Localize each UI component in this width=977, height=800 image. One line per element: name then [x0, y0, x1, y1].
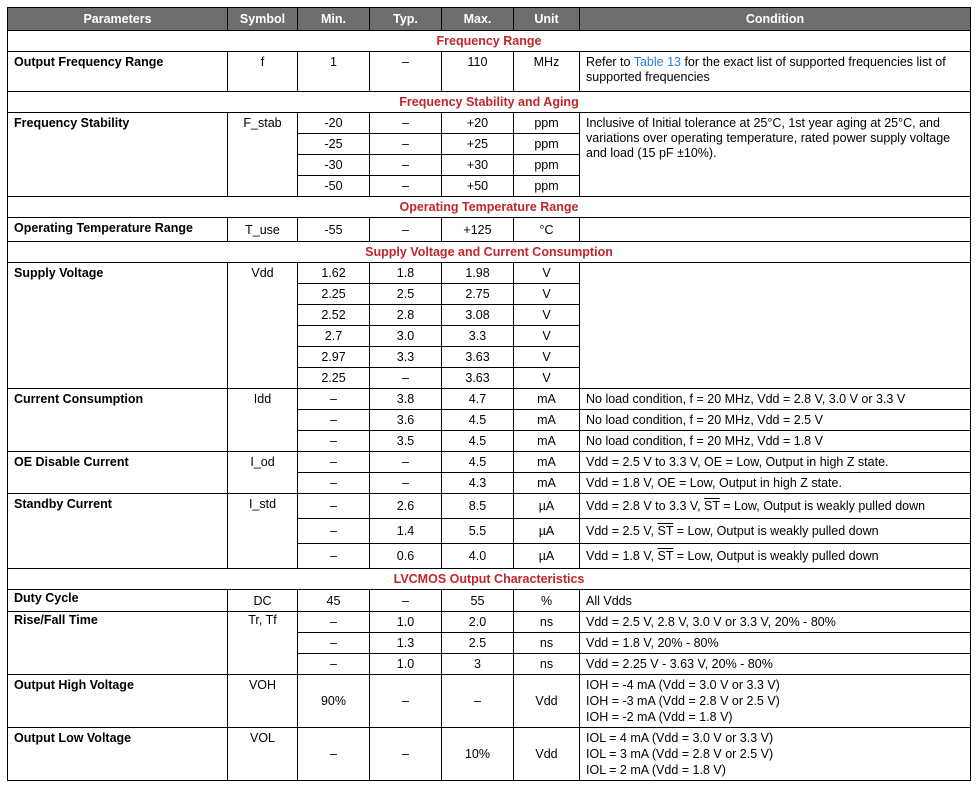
section-row [8, 569, 971, 590]
table-row [8, 218, 971, 242]
typ-cell: – [370, 176, 442, 197]
unit-cell: ppm [514, 155, 580, 176]
condition-text: Vdd = 2.8 V to 3.3 V, [586, 499, 705, 513]
table-row [8, 452, 971, 473]
condition-cell: Vdd = 2.25 V - 3.63 V, 20% - 80% [580, 654, 971, 675]
unit-cell: % [514, 590, 580, 612]
table-row [8, 728, 971, 781]
typ-cell: 1.0 [370, 654, 442, 675]
condition-line: IOH = -4 mA (Vdd = 3.0 V or 3.3 V) [586, 678, 780, 692]
unit-cell: ppm [514, 113, 580, 134]
condition-cell: Vdd = 2.5 V, 2.8 V, 3.0 V or 3.3 V, 20% - 80% [580, 612, 971, 633]
condition-cell [580, 494, 971, 519]
condition-text: = Low, Output is weakly pulled down [673, 524, 879, 538]
max-cell: 4.5 [442, 431, 514, 452]
unit-cell: ns [514, 654, 580, 675]
min-cell: – [298, 494, 370, 519]
min-cell: – [298, 612, 370, 633]
condition-cell: All Vdds [580, 590, 971, 612]
table-row [8, 590, 971, 612]
unit-cell: Vdd [514, 675, 580, 728]
condition-line: IOL = 4 mA (Vdd = 3.0 V or 3.3 V) [586, 731, 774, 745]
table-13-link[interactable]: Table 13 [633, 55, 681, 69]
st-signal: $\overline{ST}$ [657, 549, 674, 563]
typ-cell: 2.5 [370, 284, 442, 305]
unit-cell: mA [514, 473, 580, 494]
typ-cell: – [370, 452, 442, 473]
unit-cell: V [514, 305, 580, 326]
st-signal: $\overline{ST}$ [657, 524, 674, 538]
condition-text: = Low, Output is weakly pulled down [673, 549, 879, 563]
unit-cell: µA [514, 519, 580, 544]
table-row [8, 675, 971, 728]
typ-cell: – [370, 52, 442, 92]
typ-cell: 2.6 [370, 494, 442, 519]
max-cell: +50 [442, 176, 514, 197]
typ-cell: 3.6 [370, 410, 442, 431]
section-row [8, 92, 971, 113]
unit-cell: °C [514, 218, 580, 242]
param-cell: Standby Current [8, 494, 228, 569]
section-title: Frequency Stability and Aging [8, 92, 971, 113]
max-cell: 2.75 [442, 284, 514, 305]
symbol-cell: I_od [228, 452, 298, 494]
max-cell: 55 [442, 590, 514, 612]
unit-cell: Vdd [514, 728, 580, 781]
min-cell: 90% [298, 675, 370, 728]
header-parameters: Parameters [8, 8, 228, 31]
min-cell: – [298, 519, 370, 544]
param-cell: Frequency Stability [8, 113, 228, 197]
max-cell: 4.0 [442, 544, 514, 569]
typ-cell: 0.6 [370, 544, 442, 569]
min-cell: – [298, 473, 370, 494]
section-row [8, 197, 971, 218]
condition-cell: No load condition, f = 20 MHz, Vdd = 2.5 V [580, 410, 971, 431]
typ-cell: 1.3 [370, 633, 442, 654]
symbol-cell: DC [228, 590, 298, 612]
condition-cell: Inclusive of Initial tolerance at 25°C, 1st year aging at 25°C, and variations over operating temperature, rated power supply voltage and load (15 pF ±10%). [580, 113, 971, 197]
symbol-cell: f [228, 52, 298, 92]
min-cell: – [298, 431, 370, 452]
max-cell: 8.5 [442, 494, 514, 519]
min-cell: -20 [298, 113, 370, 134]
typ-cell: – [370, 368, 442, 389]
condition-text: Vdd = 1.8 V, [586, 549, 658, 563]
symbol-cell: VOH [228, 675, 298, 728]
typ-cell: 3.3 [370, 347, 442, 368]
max-cell: +30 [442, 155, 514, 176]
header-row [8, 8, 971, 31]
max-cell: – [442, 675, 514, 728]
condition-text: Vdd = 2.5 V, [586, 524, 658, 538]
header-typ: Typ. [370, 8, 442, 31]
param-cell: Rise/Fall Time [8, 612, 228, 675]
min-cell: -50 [298, 176, 370, 197]
unit-cell: mA [514, 431, 580, 452]
header-max: Max. [442, 8, 514, 31]
max-cell: 4.5 [442, 410, 514, 431]
section-title: Supply Voltage and Current Consumption [8, 242, 971, 263]
condition-cell: No load condition, f = 20 MHz, Vdd = 2.8 V, 3.0 V or 3.3 V [580, 389, 971, 410]
min-cell: 45 [298, 590, 370, 612]
max-cell: 3.3 [442, 326, 514, 347]
unit-cell: ns [514, 633, 580, 654]
condition-line: IOH = -3 mA (Vdd = 2.8 V or 2.5 V) [586, 694, 780, 708]
max-cell: 1.98 [442, 263, 514, 284]
typ-cell: – [370, 113, 442, 134]
symbol-cell: T_use [228, 218, 298, 242]
max-cell: 3 [442, 654, 514, 675]
max-cell: 10% [442, 728, 514, 781]
table-row [8, 52, 971, 92]
max-cell: 110 [442, 52, 514, 92]
section-title: LVCMOS Output Characteristics [8, 569, 971, 590]
table-row [8, 612, 971, 633]
typ-cell: – [370, 728, 442, 781]
unit-cell: ppm [514, 176, 580, 197]
max-cell: 3.63 [442, 347, 514, 368]
max-cell: +25 [442, 134, 514, 155]
max-cell: 2.5 [442, 633, 514, 654]
symbol-cell: Idd [228, 389, 298, 452]
min-cell: 2.7 [298, 326, 370, 347]
max-cell: 2.0 [442, 612, 514, 633]
unit-cell: ns [514, 612, 580, 633]
min-cell: -25 [298, 134, 370, 155]
symbol-cell: Vdd [228, 263, 298, 389]
max-cell: +20 [442, 113, 514, 134]
param-cell: Output Frequency Range [8, 52, 228, 92]
section-row [8, 31, 971, 52]
unit-cell: mA [514, 410, 580, 431]
typ-cell: – [370, 590, 442, 612]
table-row [8, 389, 971, 410]
unit-cell: MHz [514, 52, 580, 92]
condition-cell [580, 728, 971, 781]
symbol-cell: VOL [228, 728, 298, 781]
unit-cell: µA [514, 494, 580, 519]
min-cell: 1 [298, 52, 370, 92]
header-symbol: Symbol [228, 8, 298, 31]
symbol-cell: Tr, Tf [228, 612, 298, 675]
symbol-cell: F_stab [228, 113, 298, 197]
min-cell: 1.62 [298, 263, 370, 284]
condition-cell: Vdd = 1.8 V, OE = Low, Output in high Z state. [580, 473, 971, 494]
typ-cell: 1.4 [370, 519, 442, 544]
unit-cell: V [514, 326, 580, 347]
typ-cell: – [370, 134, 442, 155]
condition-cell [580, 263, 971, 389]
condition-line: IOL = 3 mA (Vdd = 2.8 V or 2.5 V) [586, 747, 774, 761]
min-cell: – [298, 654, 370, 675]
param-cell: OE Disable Current [8, 452, 228, 494]
table-row [8, 494, 971, 519]
max-cell: 3.63 [442, 368, 514, 389]
min-cell: -30 [298, 155, 370, 176]
param-cell: Operating Temperature Range [8, 218, 228, 242]
section-title: Operating Temperature Range [8, 197, 971, 218]
condition-cell [580, 218, 971, 242]
condition-text: = Low, Output is weakly pulled down [719, 499, 926, 513]
param-cell: Supply Voltage [8, 263, 228, 389]
param-cell: Output Low Voltage [8, 728, 228, 781]
min-cell: – [298, 389, 370, 410]
typ-cell: 3.0 [370, 326, 442, 347]
max-cell: +125 [442, 218, 514, 242]
typ-cell: 2.8 [370, 305, 442, 326]
max-cell: 4.7 [442, 389, 514, 410]
condition-cell [580, 52, 971, 92]
max-cell: 4.3 [442, 473, 514, 494]
unit-cell: V [514, 284, 580, 305]
min-cell: – [298, 452, 370, 473]
min-cell: – [298, 633, 370, 654]
param-cell: Current Consumption [8, 389, 228, 452]
min-cell: – [298, 544, 370, 569]
typ-cell: 1.0 [370, 612, 442, 633]
electrical-characteristics-table [7, 7, 971, 781]
condition-cell [580, 544, 971, 569]
min-cell: 2.52 [298, 305, 370, 326]
unit-cell: V [514, 347, 580, 368]
condition-line: IOL = 2 mA (Vdd = 1.8 V) [586, 763, 726, 777]
min-cell: 2.97 [298, 347, 370, 368]
typ-cell: 1.8 [370, 263, 442, 284]
condition-text: Refer to [586, 55, 634, 69]
typ-cell: – [370, 218, 442, 242]
unit-cell: ppm [514, 134, 580, 155]
unit-cell: mA [514, 389, 580, 410]
header-unit: Unit [514, 8, 580, 31]
param-cell: Duty Cycle [8, 590, 228, 612]
min-cell: 2.25 [298, 368, 370, 389]
min-cell: -55 [298, 218, 370, 242]
unit-cell: mA [514, 452, 580, 473]
condition-cell [580, 675, 971, 728]
header-min: Min. [298, 8, 370, 31]
condition-cell: No load condition, f = 20 MHz, Vdd = 1.8 V [580, 431, 971, 452]
header-condition: Condition [580, 8, 971, 31]
section-row [8, 242, 971, 263]
condition-text: for the exact list of supported frequencies list of supported frequencies [586, 55, 946, 84]
condition-cell: Vdd = 1.8 V, 20% - 80% [580, 633, 971, 654]
typ-cell: – [370, 675, 442, 728]
typ-cell: 3.5 [370, 431, 442, 452]
min-cell: – [298, 728, 370, 781]
max-cell: 5.5 [442, 519, 514, 544]
typ-cell: – [370, 155, 442, 176]
max-cell: 3.08 [442, 305, 514, 326]
param-cell: Output High Voltage [8, 675, 228, 728]
section-title: Frequency Range [8, 31, 971, 52]
table-row [8, 263, 971, 284]
condition-cell: Vdd = 2.5 V to 3.3 V, OE = Low, Output in high Z state. [580, 452, 971, 473]
table-row [8, 113, 971, 134]
st-signal: $\overline{ST}$ [704, 499, 720, 513]
min-cell: – [298, 410, 370, 431]
symbol-cell: I_std [228, 494, 298, 569]
min-cell: 2.25 [298, 284, 370, 305]
unit-cell: V [514, 368, 580, 389]
condition-cell [580, 519, 971, 544]
max-cell: 4.5 [442, 452, 514, 473]
unit-cell: V [514, 263, 580, 284]
unit-cell: µA [514, 544, 580, 569]
typ-cell: – [370, 473, 442, 494]
typ-cell: 3.8 [370, 389, 442, 410]
condition-line: IOH = -2 mA (Vdd = 1.8 V) [586, 710, 733, 724]
